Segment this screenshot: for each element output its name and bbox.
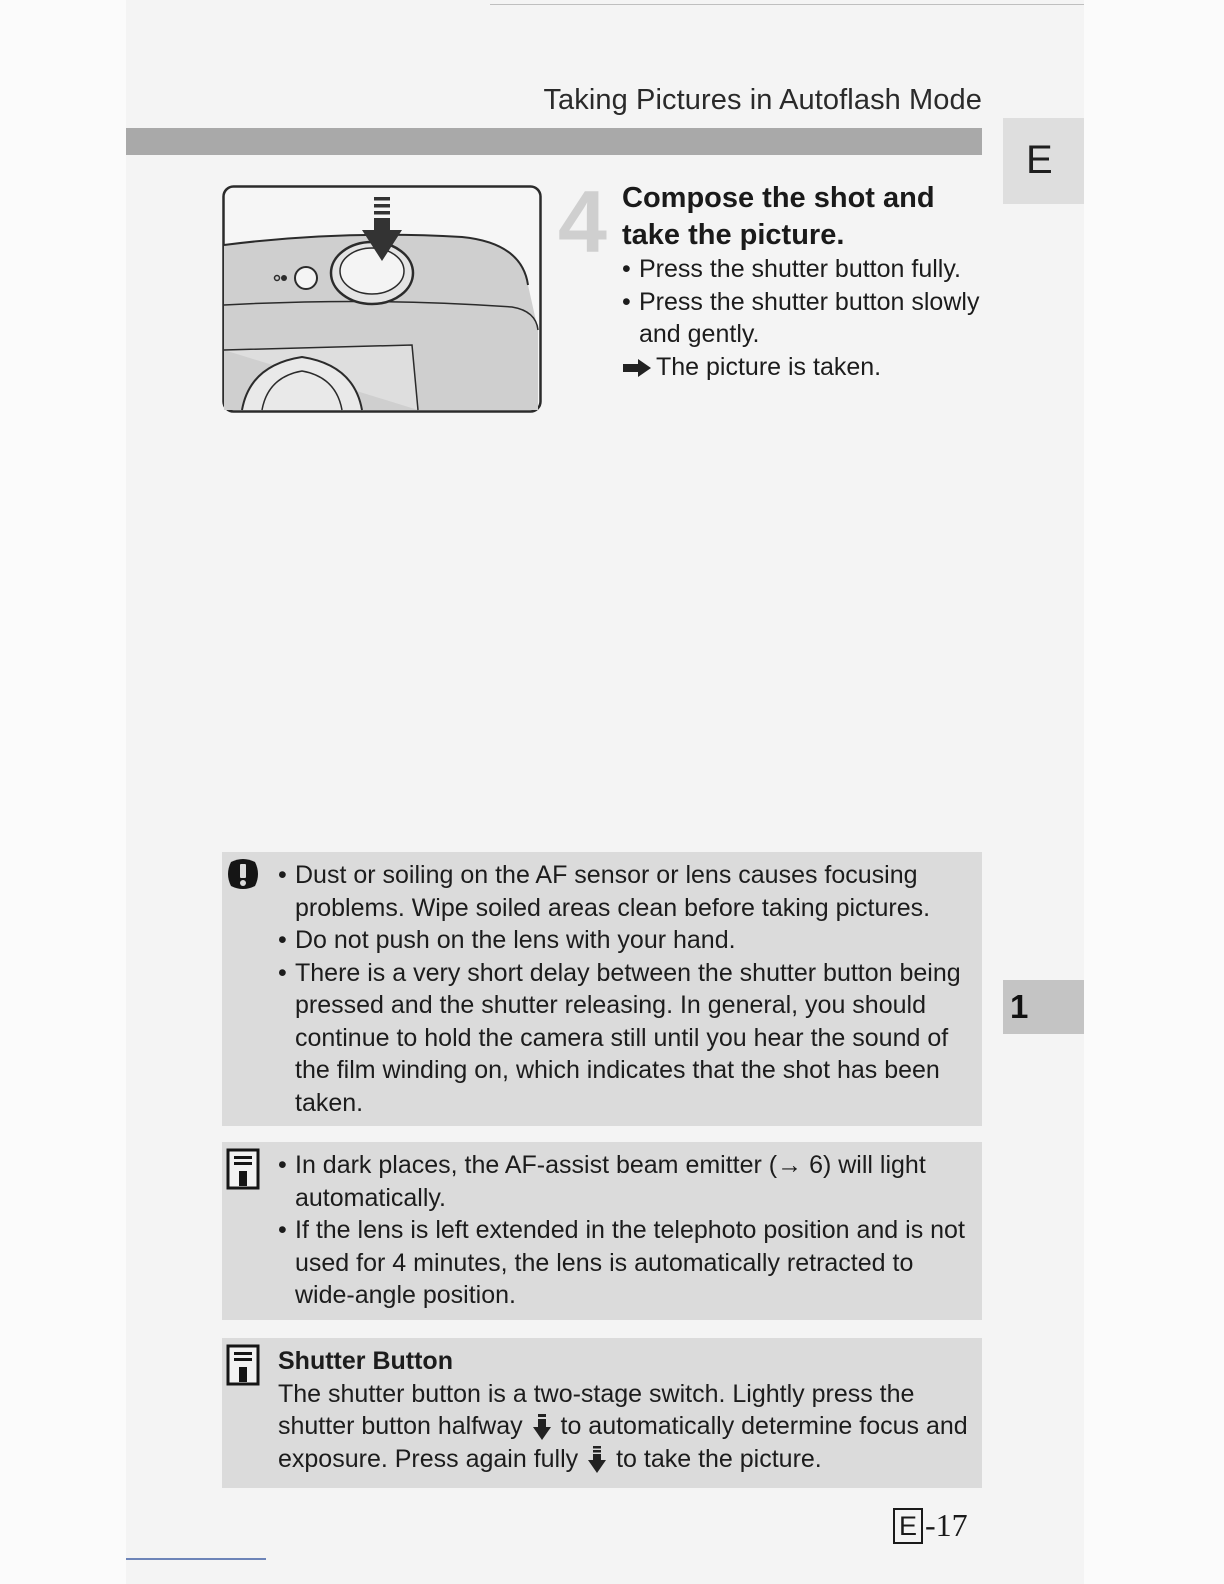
info-bullet: • In dark places, the AF-assist beam emitter (→ 6) will light automatically. xyxy=(278,1149,978,1214)
shutter-text-part1: The shutter button is a two-stage switch. Lightly press the shutter button halfway xyxy=(278,1379,915,1440)
shutter-text xyxy=(278,1345,978,1475)
caution-bullet: • There is a very short delay between the shutter button being pressed and the shutter releasing. In general, you should continue to hold the camera still until you hear the sound of the film winding on, which indicates that the shot has been taken. xyxy=(278,957,978,1120)
top-rule xyxy=(490,4,1084,5)
chapter-tab xyxy=(1003,980,1084,1034)
step-title-line2: take the picture. xyxy=(622,219,845,251)
caution-list xyxy=(278,859,978,1119)
info-list xyxy=(278,1149,978,1312)
caution-icon xyxy=(225,857,261,891)
section-tab xyxy=(1003,118,1084,204)
info-box xyxy=(222,1142,982,1320)
step-bullet: • Press the shutter button slowly and gently. xyxy=(622,286,982,351)
memo-icon xyxy=(225,1343,261,1387)
caution-bullet: • Dust or soiling on the AF sensor or lens causes focusing problems. Wipe soiled areas clean before taking pictures. xyxy=(278,859,978,924)
caution-bullet: • Do not push on the lens with your hand. xyxy=(278,924,978,957)
step-bullet: • Press the shutter button fully. xyxy=(622,253,982,286)
page-number-value: -17 xyxy=(925,1507,968,1543)
step-title xyxy=(622,180,982,254)
page-number xyxy=(893,1507,968,1544)
shutter-text-part2: to automatically determine focus and exposure. Press again fully xyxy=(278,1412,968,1473)
shutter-heading: Shutter Button xyxy=(278,1347,453,1375)
info-bullet: • If the lens is left extended in the telephoto position and is not used for 4 minutes, the lens is automatically retracted to wide-angle position. xyxy=(278,1214,978,1312)
step-result-text: The picture is taken. xyxy=(656,352,882,381)
camera-illustration xyxy=(222,185,542,413)
page-number-letter: E xyxy=(893,1508,923,1544)
memo-icon xyxy=(225,1147,261,1191)
caution-box xyxy=(222,852,982,1126)
step-result xyxy=(622,351,982,384)
result-arrow-icon xyxy=(622,358,652,378)
chapter-tab-label: 1 xyxy=(1010,988,1029,1025)
shutter-text-part3: to take the picture. xyxy=(616,1444,822,1473)
step-instructions xyxy=(622,253,982,383)
header-bar xyxy=(126,128,982,155)
section-tab-label: E xyxy=(1026,138,1053,182)
step-number: 4 xyxy=(558,172,607,271)
step-title-line1: Compose the shot and xyxy=(622,182,935,214)
page-title: Taking Pictures in Autoflash Mode xyxy=(543,84,982,116)
shutter-box xyxy=(222,1338,982,1488)
halfway-press-icon xyxy=(532,1412,552,1442)
full-press-icon xyxy=(587,1445,607,1475)
bottom-rule xyxy=(126,1558,266,1560)
